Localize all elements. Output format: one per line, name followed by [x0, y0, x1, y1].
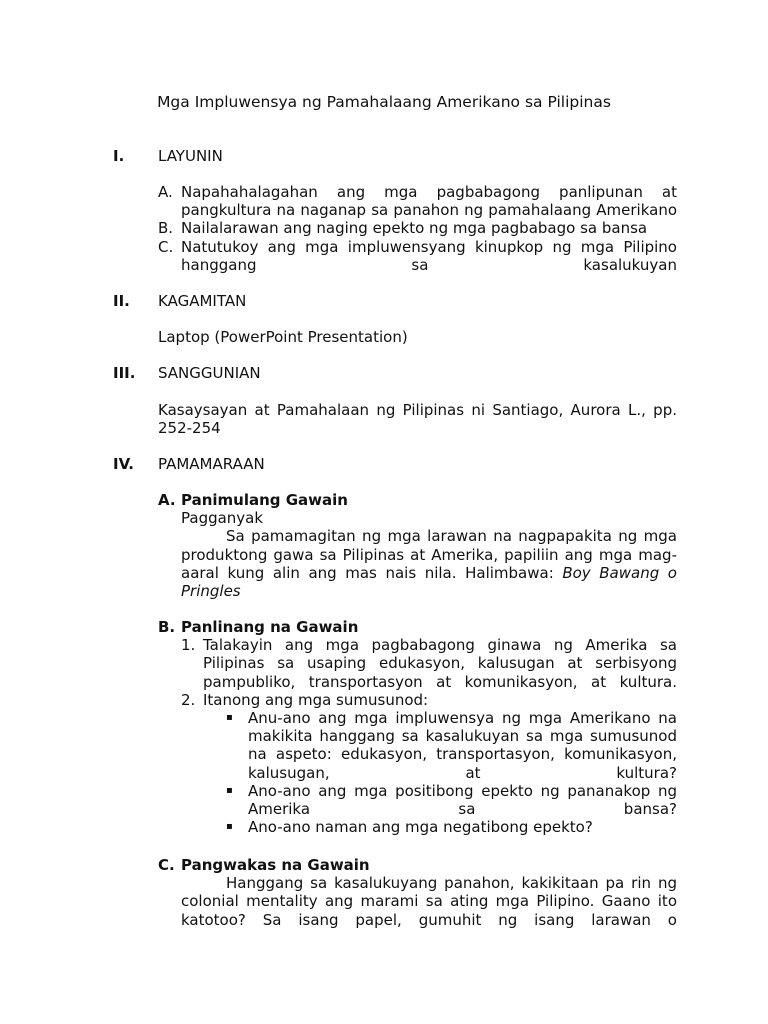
bullet-item — [221, 709, 677, 782]
bullet-icon: ▪ — [226, 784, 233, 796]
section-heading-sanggunian: SANGGUNIAN — [158, 364, 261, 382]
bullet-text: Anu-ano ang mga impluwensya ng mga Amerikano na makikita hanggang sa kasalukuyan sa mga sumusunod na aspeto: edukasyon, transportasyon, komunikasyon, kalusugan, at kultura? — [248, 709, 677, 782]
reference-text: Kasaysayan at Pamahalaan ng Pilipinas ni Santiago, Aurora L., pp. 252-254 — [158, 401, 677, 438]
subsection-label: B. — [158, 618, 176, 636]
paragraph — [181, 527, 677, 600]
section-number-1: I. — [113, 147, 125, 165]
item-label: A. — [158, 183, 173, 201]
item-label: C. — [158, 237, 174, 256]
section-number-4: IV. — [113, 455, 134, 473]
numbered-list — [158, 636, 677, 836]
subsection-b — [158, 618, 677, 836]
section-heading-pamamaraan: PAMAMARAAN — [158, 455, 265, 473]
subsection-c — [158, 856, 677, 929]
item-text: Nailalarawan ang naging epekto ng mga pagbabago sa bansa — [181, 219, 648, 238]
item-text: Natutukoy ang mga impluwensyang kinupkop ng mga Pilipino hanggang sa kasalukuyan — [181, 237, 677, 274]
bullet-text: Ano-ano ang mga positibong epekto ng pananakop ng Amerika sa bansa? — [248, 781, 677, 819]
paragraph-text: Sa pamamagitan ng mga larawan na nagpapakita ng mga produktong gawa sa Pilipinas at Amerika, papiliin ang mga mag-aaral kung alin ang mas nais nila. Halimbawa: — [181, 527, 677, 582]
section-number-2: II. — [113, 292, 130, 310]
paragraph: Hanggang sa kasalukuyang panahon, kakikitaan pa rin ng colonial mentality ang marami sa ating mga Pilipino. Gaano ito katotoo? Sa isang papel, gumuhit ng isang larawan o — [181, 874, 677, 929]
subsection-a — [158, 491, 677, 600]
bullet-text: Ano-ano naman ang mga negatibong epekto? — [248, 818, 593, 837]
document-title: Mga Impluwensya ng Pamahalaang Amerikano sa Pilipinas — [157, 93, 611, 111]
bullet-item — [221, 818, 677, 836]
item-text: Itanong ang mga sumusunod: — [203, 690, 429, 709]
item-label: 2. — [181, 690, 196, 709]
item-text: Napahahalagahan ang mga pagbabagong panlipunan at pangkultura na naganap sa panahon ng pamahalaang Amerikano — [181, 183, 677, 220]
list-item — [181, 636, 677, 691]
subsection-label: A. — [158, 491, 176, 509]
bullet-icon: ▪ — [226, 712, 233, 724]
bullet-list — [181, 709, 677, 836]
subsection-title: Pangwakas na Gawain — [181, 856, 370, 874]
item-text: Talakayin ang mga pagbabagong ginawa ng Amerika sa Pilipinas sa usaping edukasyon, kalusugan at serbisyong pampubliko, transportasyon at komunikasyon, at kultura. — [203, 636, 677, 691]
example-text: Boy Bawang o Pringles — [181, 563, 677, 601]
section-heading-layunin: LAYUNIN — [158, 147, 223, 165]
bullet-icon: ▪ — [226, 821, 233, 833]
objectives-list — [158, 183, 677, 274]
subsection-body — [158, 509, 677, 600]
subsection-body — [158, 874, 677, 929]
subheading-pagganyak: Pagganyak — [181, 509, 264, 528]
subsection-label: C. — [158, 856, 175, 874]
list-item — [181, 691, 677, 709]
section-number-3: III. — [113, 364, 136, 382]
item-label: 1. — [181, 636, 196, 655]
list-item — [158, 238, 677, 274]
materials-text: Laptop (PowerPoint Presentation) — [158, 328, 408, 346]
subsection-title: Panlinang na Gawain — [181, 618, 359, 636]
subsection-heading — [158, 856, 677, 874]
section-heading-kagamitan: KAGAMITAN — [158, 292, 247, 310]
subsection-heading — [158, 618, 677, 636]
bullet-item — [221, 782, 677, 818]
list-item — [158, 183, 677, 219]
subsection-title: Panimulang Gawain — [181, 491, 348, 509]
subsection-heading — [158, 491, 677, 509]
list-item — [158, 219, 677, 237]
item-label: B. — [158, 219, 174, 238]
